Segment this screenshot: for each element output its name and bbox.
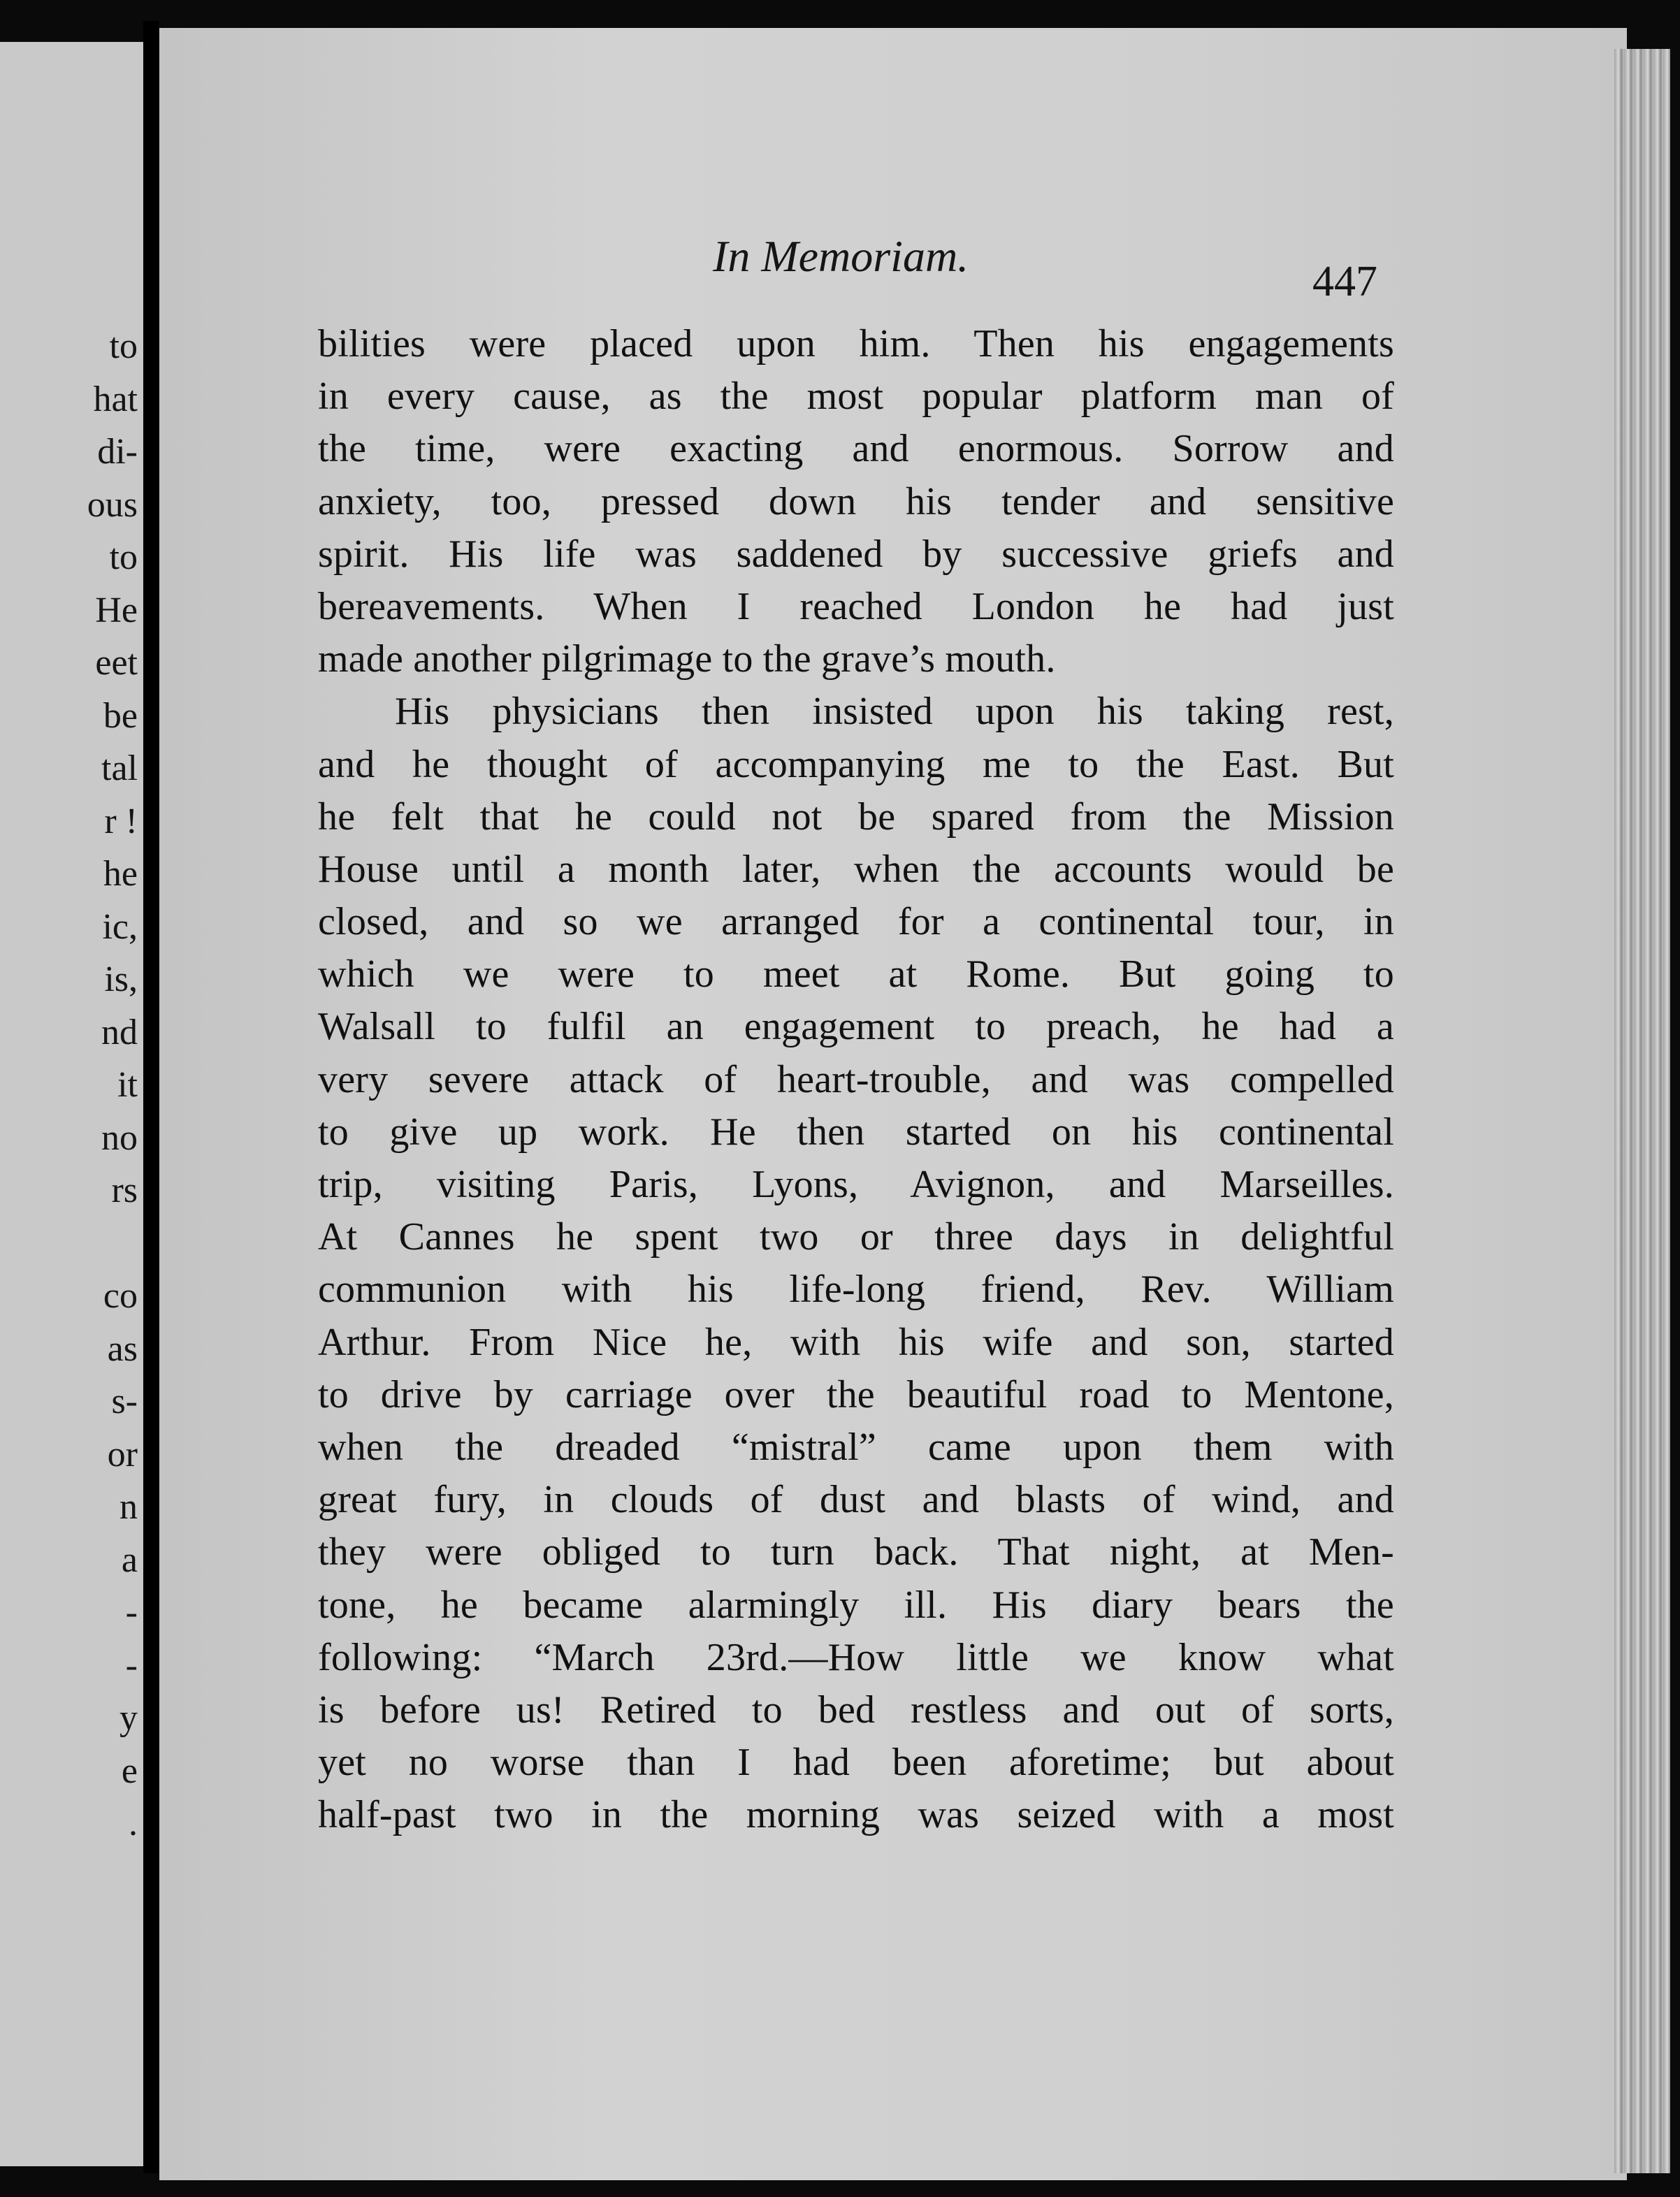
text-line: trip, visiting Paris, Lyons, Avignon, and Marseilles.	[318, 1163, 1394, 1206]
body-text	[318, 318, 1394, 1841]
left-page-fragment: ic,	[102, 906, 138, 947]
left-page-fragment: n	[120, 1487, 138, 1527]
text-line: At Cannes he spent two or three days in delightful	[318, 1215, 1394, 1259]
left-page-fragment: hat	[93, 379, 138, 419]
text-line: bereavements. When I reached London he had just	[318, 584, 1394, 628]
text-line: and he thought of accompanying me to the East. But	[318, 742, 1394, 786]
text-line: spirit. His life was saddened by successive griefs and	[318, 532, 1394, 576]
text-line: bilities were placed upon him. Then his engagements	[318, 322, 1394, 365]
text-line: made another pilgrimage to the grave’s mouth.	[318, 637, 1056, 681]
text-line: the time, were exacting and enormous. Sorrow and	[318, 427, 1394, 471]
left-page-fragment: r !	[104, 801, 138, 841]
text-line: closed, and so we arranged for a continental tour, in	[318, 900, 1394, 944]
left-page-fragment: .	[129, 1804, 138, 1843]
text-line: His physicians then insisted upon his taking rest,	[395, 690, 1394, 734]
text-line: great fury, in clouds of dust and blasts of wind, and	[318, 1478, 1394, 1522]
book-gutter	[143, 21, 159, 2173]
left-page-fragment: as	[107, 1328, 138, 1369]
left-page-fragment: no	[101, 1117, 138, 1158]
left-page-fragment: -	[125, 1593, 138, 1632]
left-page-fragment: to	[109, 326, 138, 366]
left-page-fragment: be	[103, 695, 138, 736]
left-page-fragment: to	[109, 537, 138, 577]
left-page-fragment: a	[121, 1539, 138, 1580]
left-page-fragment: tal	[101, 748, 138, 788]
left-page-fragment: e	[121, 1750, 138, 1791]
page-edge-stack	[1614, 49, 1670, 2173]
text-line: following: “March 23rd.—How little we know what	[318, 1635, 1394, 1679]
left-page-fragment: is,	[104, 959, 138, 999]
text-line: when the dreaded “mistral” came upon them with	[318, 1425, 1394, 1469]
running-title: In Memoriam.	[713, 231, 969, 281]
text-line: communion with his life-long friend, Rev. William	[318, 1268, 1394, 1312]
left-page-fragment: He	[95, 590, 138, 630]
left-page-fragment: nd	[101, 1012, 138, 1052]
text-line: is before us! Retired to bed restless and out of sorts,	[318, 1688, 1394, 1732]
text-line: he felt that he could not be spared from the Mission	[318, 795, 1394, 839]
text-line: Arthur. From Nice he, with his wife and son, started	[318, 1320, 1394, 1364]
left-page-fragment: -	[125, 1645, 138, 1685]
left-page-fragment: di-	[97, 432, 138, 472]
left-page-fragment: he	[103, 854, 138, 894]
text-line: yet no worse than I had been aforetime; but about	[318, 1741, 1394, 1785]
text-line: to drive by carriage over the beautiful road to Mentone,	[318, 1372, 1394, 1416]
text-line: House until a month later, when the accounts would be	[318, 847, 1394, 891]
left-page-text-fragments	[0, 42, 150, 2166]
text-line: Walsall to fulfil an engagement to preach, he had a	[318, 1005, 1394, 1049]
left-page-fragment: y	[120, 1698, 138, 1738]
text-line: half-past two in the morning was seized with a most	[318, 1793, 1394, 1837]
text-line: tone, he became alarmingly ill. His diary bears the	[318, 1583, 1394, 1627]
text-line: which we were to meet at Rome. But going to	[318, 952, 1394, 996]
left-page-fragment: s-	[111, 1382, 138, 1421]
left-facing-page	[0, 42, 154, 2166]
left-page-fragment: ous	[87, 484, 138, 525]
text-line: very severe attack of heart-trouble, and was compelled	[318, 1057, 1394, 1101]
page-number: 447	[1312, 258, 1377, 305]
text-line: anxiety, too, pressed down his tender and sensitive	[318, 479, 1394, 523]
left-page-fragment: it	[117, 1065, 138, 1105]
text-line: to give up work. He then started on his continental	[318, 1110, 1394, 1154]
text-line: in every cause, as the most popular platform man of	[318, 375, 1394, 419]
left-page-fragment: rs	[111, 1170, 138, 1210]
left-page-fragment: co	[103, 1276, 138, 1316]
text-line: they were obliged to turn back. That night, at Men-	[318, 1530, 1394, 1574]
left-page-fragment: or	[107, 1434, 138, 1474]
left-page-fragment: eet	[95, 643, 138, 683]
